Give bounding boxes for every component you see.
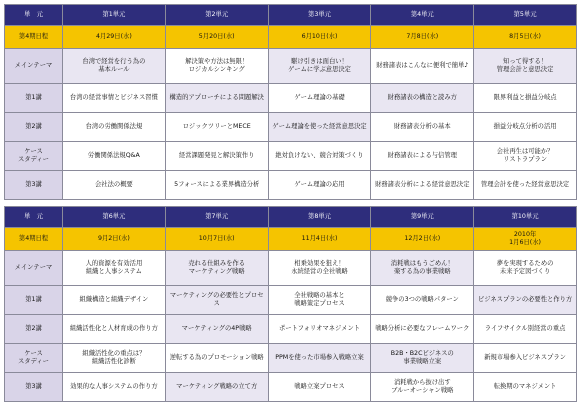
schedule-row (5, 344, 577, 373)
lecture-cell: 組織活性化の重点は？ 組織活性化診断 (63, 344, 166, 373)
row-label: 第1講 (5, 84, 63, 113)
lecture-cell: B2B・B2Cビジネスの 事業戦略立案 (371, 344, 474, 373)
lecture-cell: 戦略立案プロセス (268, 373, 371, 402)
lecture-cell: 経営課題発見と解決策作り (165, 142, 268, 171)
lecture-cell: 消耗戦から抜け出す ブルーオーシャン戦略 (371, 373, 474, 402)
lecture-cell: 会社再生は可能か？ リストラプラン (474, 142, 577, 171)
lecture-cell: 労働関係法規Q&A (63, 142, 166, 171)
date-cell: 8月5日(水) (474, 26, 577, 49)
lecture-cell: 人的資源を有効活用 組織と人事システム (63, 251, 166, 286)
row-label: 第1講 (5, 286, 63, 315)
unit-header-cell: 第6単元 (63, 207, 166, 228)
lecture-cell: 逆転する為のプロモーション戦略 (165, 344, 268, 373)
lecture-cell: 効果的な人事システムの作り方 (63, 373, 166, 402)
row-label: 第3講 (5, 171, 63, 200)
row-label: メインテーマ (5, 251, 63, 286)
lecture-cell: 売れる仕組みを作る マーケティング戦略 (165, 251, 268, 286)
lecture-cell: 消耗戦はもうごめん！ 楽する為の事業戦略 (371, 251, 474, 286)
date-row (5, 26, 577, 49)
date-row-label: 第4期日程 (5, 26, 63, 49)
lecture-cell: 夢を実現するための 未来予定図づくり (474, 251, 577, 286)
date-cell: 2010年 1月6日(水) (474, 228, 577, 251)
lecture-cell: 台湾の経営事情とビジネス習慣 (63, 84, 166, 113)
schedule-row (5, 251, 577, 286)
unit-header-row (5, 207, 577, 228)
lecture-cell: 相乗効果を狙え！ 永続経営の全社戦略 (268, 251, 371, 286)
date-row-label: 第4期日程 (5, 228, 63, 251)
unit-header-label: 単 元 (5, 5, 63, 26)
date-cell: 5月20日(水) (165, 26, 268, 49)
schedule-document (4, 4, 576, 402)
lecture-cell: ゲーム理論を使った経営意思決定 (268, 113, 371, 142)
date-cell: 4月29日(水) (63, 26, 166, 49)
schedule-row (5, 315, 577, 344)
lecture-cell: 財務諸表分析による経営意思決定 (371, 171, 474, 200)
lecture-cell: 駆け引きは面白い！ ゲームに学ぶ意思決定 (268, 49, 371, 84)
schedule-row (5, 113, 577, 142)
date-cell: 7月8日(水) (371, 26, 474, 49)
lecture-cell: 競争の3つの戦略パターン (371, 286, 474, 315)
lecture-cell: 戦略分析に必要なフレームワーク (371, 315, 474, 344)
unit-header-cell: 第2単元 (165, 5, 268, 26)
date-cell: 9月2日(水) (63, 228, 166, 251)
lecture-cell: ビジネスプランの必要性と作り方 (474, 286, 577, 315)
lecture-cell: 組織活性化と人材育成の作り方 (63, 315, 166, 344)
date-row (5, 228, 577, 251)
row-label: 第2講 (5, 113, 63, 142)
lecture-cell: マーケティングの必要性とプロセス (165, 286, 268, 315)
lecture-cell: 財務諸表はこんなに便利で簡単♪ (371, 49, 474, 84)
lecture-cell: 管理会計を使った経営意思決定 (474, 171, 577, 200)
lecture-cell: 台湾の労働関係法規 (63, 113, 166, 142)
date-cell: 11月4日(水) (268, 228, 371, 251)
date-cell: 12月2日(水) (371, 228, 474, 251)
lecture-cell: ポートフォリオマネジメント (268, 315, 371, 344)
unit-header-cell: 第8単元 (268, 207, 371, 228)
lecture-cell: 知って得する！ 管理会計と意思決定 (474, 49, 577, 84)
lecture-cell: ロジックツリーとMECE (165, 113, 268, 142)
schedule-row (5, 84, 577, 113)
schedule-row (5, 49, 577, 84)
lecture-cell: 5フォースによる業界構造分析 (165, 171, 268, 200)
lecture-cell: マーケティングの4P戦略 (165, 315, 268, 344)
unit-header-cell: 第3単元 (268, 5, 371, 26)
unit-header-cell: 第9単元 (371, 207, 474, 228)
schedule-row (5, 171, 577, 200)
unit-header-label: 単 元 (5, 207, 63, 228)
row-label: 第3講 (5, 373, 63, 402)
row-label: ケース スタディー (5, 142, 63, 171)
schedule-row (5, 286, 577, 315)
lecture-cell: 台湾で経営を行う為の 基本ルール (63, 49, 166, 84)
section-gap (5, 200, 577, 207)
unit-header-cell: 第4単元 (371, 5, 474, 26)
lecture-cell: 新規市場参入ビジネスプラン (474, 344, 577, 373)
lecture-cell: 会社法の概要 (63, 171, 166, 200)
lecture-cell: 絶対負けない、競合対策づくり (268, 142, 371, 171)
lecture-cell: 財務諸表の構造と読み方 (371, 84, 474, 113)
date-cell: 6月10日(水) (268, 26, 371, 49)
schedule-row (5, 142, 577, 171)
lecture-cell: ライフサイクル別経営の重点 (474, 315, 577, 344)
lecture-cell: マーケティング戦略の立て方 (165, 373, 268, 402)
unit-header-cell: 第10単元 (474, 207, 577, 228)
row-label: メインテーマ (5, 49, 63, 84)
lecture-cell: 全社戦略の基本と 戦略策定プロセス (268, 286, 371, 315)
schedule-table (4, 4, 577, 402)
schedule-row (5, 373, 577, 402)
section-gap-cell (5, 200, 577, 207)
unit-header-row (5, 5, 577, 26)
lecture-cell: 転換期のマネジメント (474, 373, 577, 402)
unit-header-cell: 第5単元 (474, 5, 577, 26)
row-label: ケース スタディー (5, 344, 63, 373)
unit-header-cell: 第1単元 (63, 5, 166, 26)
lecture-cell: PPMを使った市場参入戦略立案 (268, 344, 371, 373)
lecture-cell: 財務諸表による与信管理 (371, 142, 474, 171)
lecture-cell: 限界利益と損益分岐点 (474, 84, 577, 113)
lecture-cell: 組織構造と組織デザイン (63, 286, 166, 315)
row-label: 第2講 (5, 315, 63, 344)
lecture-cell: 財務諸表分析の基本 (371, 113, 474, 142)
lecture-cell: 損益分岐点分析の活用 (474, 113, 577, 142)
lecture-cell: 構造的アプローチによる問題解決 (165, 84, 268, 113)
lecture-cell: 解決策や方法は無限！ ロジカルシンキング (165, 49, 268, 84)
lecture-cell: ゲーム理論の基礎 (268, 84, 371, 113)
lecture-cell: ゲーム理論の応用 (268, 171, 371, 200)
unit-header-cell: 第7単元 (165, 207, 268, 228)
date-cell: 10月7日(水) (165, 228, 268, 251)
